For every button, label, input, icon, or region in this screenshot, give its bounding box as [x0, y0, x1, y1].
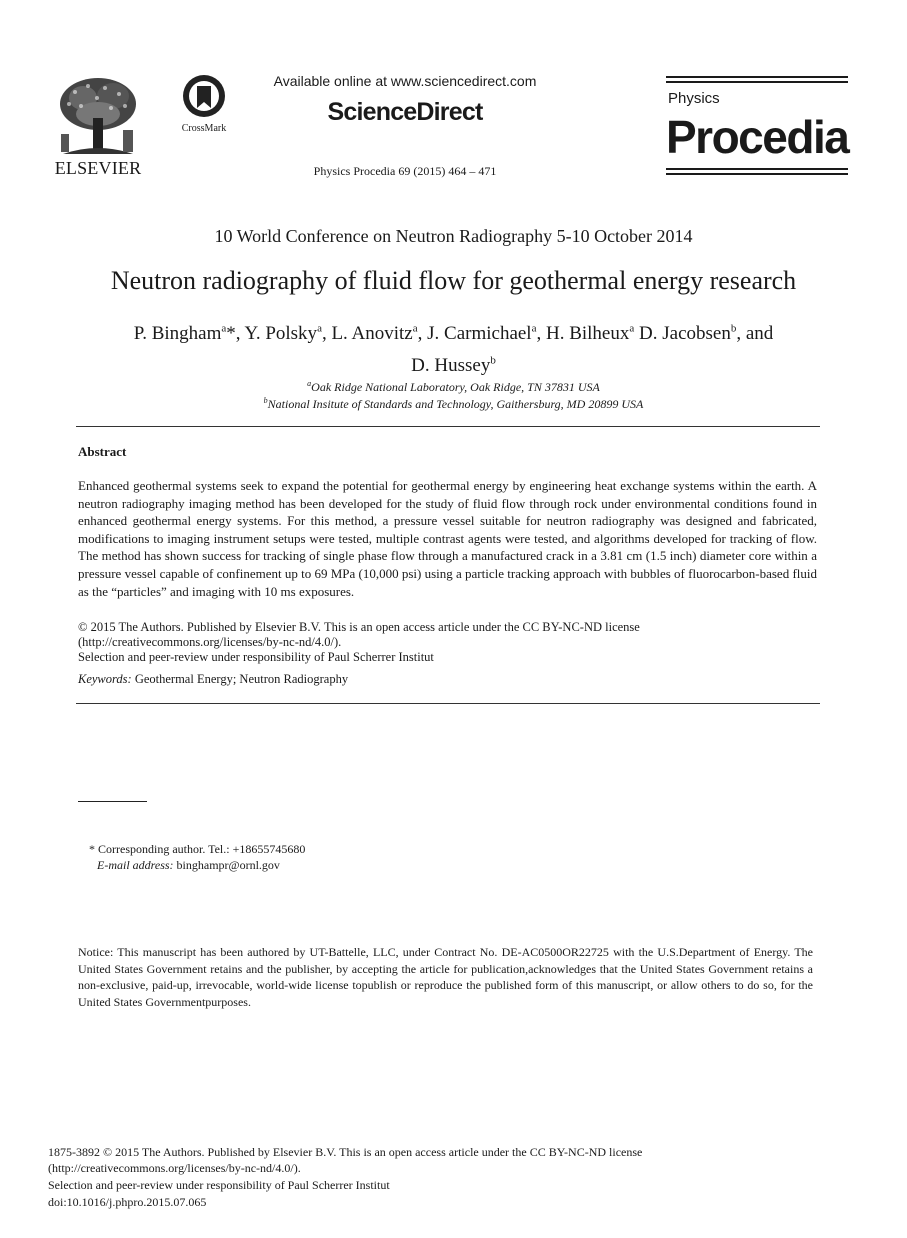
author-list	[60, 316, 847, 379]
crossmark-label: CrossMark	[181, 123, 227, 134]
publisher-name: ELSEVIER	[54, 158, 142, 178]
logo-rule-bottom-2	[666, 173, 848, 175]
journal-logo-small: Physics	[668, 90, 720, 107]
abstract-heading: Abstract	[78, 444, 127, 459]
email-line: E-mail address: binghampr@ornl.gov	[97, 858, 280, 872]
author: D. Jacobsen$^b$, and	[639, 323, 774, 345]
keywords: Keywords: Geothermal Energy; Neutron Radiography	[78, 672, 349, 686]
crossmark-icon	[181, 74, 227, 118]
author: D. Hussey$^b$	[411, 354, 496, 376]
footer-doi[interactable]: doi:10.1016/j.phpro.2015.07.065	[48, 1195, 207, 1209]
conference-name: 10 World Conference on Neutron Radiography 5-10 October 2014	[214, 226, 693, 246]
paper-title: Neutron radiography of fluid flow for geothermal energy research	[110, 266, 797, 295]
peer-review-line: Selection and peer-review under responsibility of Paul Scherrer Institut	[78, 650, 434, 664]
journal-logo-big: Procedia	[666, 111, 849, 163]
elsevier-tree-icon	[53, 74, 143, 158]
email-link[interactable]: binghampr@ornl.gov	[173, 858, 280, 872]
author: J. Carmichael$^a$,	[427, 323, 546, 345]
available-online: Available online at www.sciencedirect.com	[273, 73, 537, 89]
license-link[interactable]: (http://creativecommons.org/licenses/by-nc-nd/4.0/).	[78, 635, 342, 649]
affiliation-b: $^b$National Insitute of Standards and Technology, Gaithersburg, MD 20899 USA	[263, 396, 644, 411]
journal-reference: Physics Procedia 69 (2015) 464 – 471	[313, 164, 497, 178]
corresponding-author: * Corresponding author. Tel.: +18655745680	[89, 842, 306, 856]
copyright-line: © 2015 The Authors. Published by Elsevier B.V. This is an open access article under the CC BY-NC-ND license	[78, 620, 640, 634]
author: H. Bilheux$^a$	[545, 323, 635, 345]
footnote-rule	[78, 801, 147, 802]
logo-rule-top	[666, 76, 848, 78]
sciencedirect-logo[interactable]: ScienceDirect	[327, 98, 483, 126]
divider-bottom	[76, 703, 820, 704]
journal-logo[interactable]	[666, 76, 848, 176]
crossmark-badge[interactable]	[172, 74, 236, 134]
footer-license-link[interactable]: (http://creativecommons.org/licenses/by-nc-nd/4.0/).	[48, 1161, 301, 1175]
footer-peer-review: Selection and peer-review under responsibility of Paul Scherrer Institut	[48, 1178, 390, 1192]
affiliation-a: $^a$Oak Ridge National Laboratory, Oak Ridge, TN 37831 USA	[307, 379, 600, 394]
logo-rule-top-2	[666, 81, 848, 83]
footer-issn: 1875-3892 © 2015 The Authors. Published by Elsevier B.V. This is an open access article under the CC BY-NC-ND license	[48, 1145, 643, 1159]
logo-rule-bottom	[666, 168, 848, 170]
government-notice: Notice: This manuscript has been authored by UT-Battelle, LLC, under Contract No. DE-AC0500OR22725 with the U.S.Department of Energy. The United States Government retains and the publisher, by accepting the article for publication,acknowledges that the United States Government retains a non-exclusive, paid-up, irrevocable, world-wide license topublish or reproduce the published form of this manuscript, or allow others to do so, for the United States Governmentpurposes.	[78, 945, 813, 1009]
author: P. Bingham$^a$*,	[133, 323, 245, 345]
author: L. Anovitz$^a$,	[331, 323, 428, 345]
abstract-body: Enhanced geothermal systems seek to expand the potential for geothermal energy by engineering heat exchange systems within the earth. A neutron radiography imaging method has been developed for the study of fluid flow through rock under environmental conditions found in enhanced geothermal energy systems. For this method, a pressure vessel suitable for neutron radiography was designed and fabricated, modifications to imaging instrument setups were tested, multiple contrast agents were tested, and algorithms developed for tracking of flow. The method has shown success for tracking of single phase flow through a manufactured crack in a 3.81 cm (1.5 inch) diameter core within a pressure vessel capable of confinement up to 69 MPa (10,000 psi) using a particle tracking approach with bubbles of fluorocarbon-based fluid as the “particles” and imaging with 10 ms exposures.	[78, 478, 817, 599]
author: Y. Polsky$^a$,	[244, 323, 332, 345]
elsevier-logo[interactable]	[50, 74, 146, 178]
divider-top	[76, 426, 820, 427]
